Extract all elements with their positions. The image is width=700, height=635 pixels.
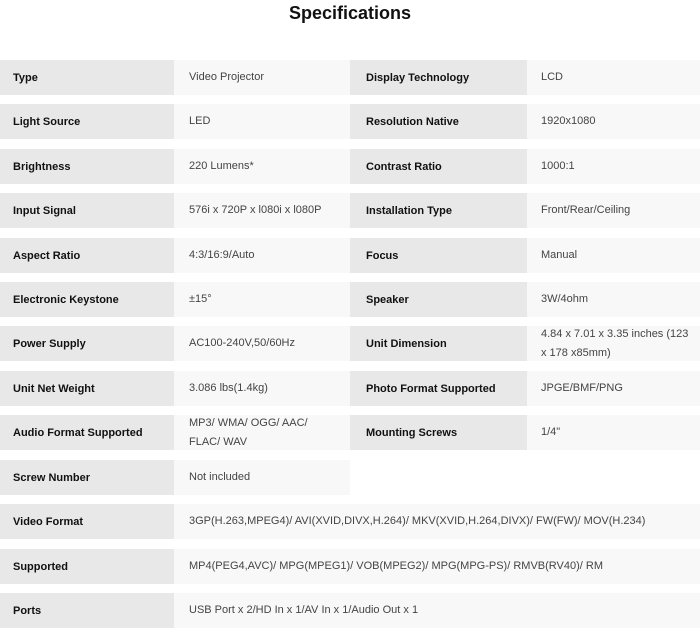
spec-pair-input-signal (0, 193, 350, 228)
spec-pair-electronic-keystone (0, 282, 350, 317)
spec-pair-unit-net-weight (0, 371, 350, 406)
spec-label: Focus (350, 238, 527, 273)
spec-value: LED (174, 104, 350, 139)
spec-row (0, 282, 700, 317)
spec-pair-contrast-ratio (350, 149, 700, 184)
spec-label: Type (0, 60, 174, 95)
spec-row (0, 371, 700, 406)
spec-value: 3W/4ohm (527, 282, 700, 317)
spec-value: 576i x 720P x l080i x l080P (174, 193, 350, 228)
spec-value: Manual (527, 238, 700, 273)
spec-pair-brightness (0, 149, 350, 184)
spec-row (0, 149, 700, 184)
spec-label: Video Format (0, 504, 174, 539)
spec-row (0, 326, 700, 361)
spec-label: Audio Format Supported (0, 415, 174, 450)
spec-value: ±15° (174, 282, 350, 317)
spec-pair-aspect-ratio (0, 238, 350, 273)
spec-pair-display-technology (350, 60, 700, 95)
spec-pair-speaker (350, 282, 700, 317)
spec-value: Not included (174, 460, 350, 495)
spec-value: LCD (527, 60, 700, 95)
spec-value: Video Projector (174, 60, 350, 95)
spec-pair-ports (0, 593, 700, 628)
spec-row (0, 593, 700, 628)
spec-label: Installation Type (350, 193, 527, 228)
spec-value: 3GP(H.263,MPEG4)/ AVI(XVID,DIVX,H.264)/ MKV(XVID,H.264,DIVX)/ FW(FW)/ MOV(H.234) (174, 504, 700, 539)
spec-label: Screw Number (0, 460, 174, 495)
spec-value: MP3/ WMA/ OGG/ AAC/ FLAC/ WAV (174, 415, 350, 450)
spec-value: 4.84 x 7.01 x 3.35 inches (123 x 178 x85mm) (527, 326, 700, 361)
spec-label: Unit Net Weight (0, 371, 174, 406)
spec-row (0, 238, 700, 273)
spec-pair-mounting-screws (350, 415, 700, 450)
spec-pair-focus (350, 238, 700, 273)
spec-label: Supported (0, 549, 174, 584)
spec-value: 3.086 lbs(1.4kg) (174, 371, 350, 406)
spec-row (0, 193, 700, 228)
spec-label: Photo Format Supported (350, 371, 527, 406)
spec-value: 1000:1 (527, 149, 700, 184)
spec-value: 1/4" (527, 415, 700, 450)
spec-pair-supported (0, 549, 700, 584)
spec-pair-unit-dimension (350, 326, 700, 361)
spec-value: MP4(PEG4,AVC)/ MPG(MPEG1)/ VOB(MPEG2)/ MPG(MPG-PS)/ RMVB(RV40)/ RM (174, 549, 700, 584)
spec-value: USB Port x 2/HD In x 1/AV In x 1/Audio Out x 1 (174, 593, 700, 628)
spec-label: Contrast Ratio (350, 149, 527, 184)
spec-label: Brightness (0, 149, 174, 184)
spec-label: Input Signal (0, 193, 174, 228)
spec-label: Speaker (350, 282, 527, 317)
spec-label: Ports (0, 593, 174, 628)
spec-label: Unit Dimension (350, 326, 527, 361)
spec-row (0, 504, 700, 539)
spec-pair-power-supply (0, 326, 350, 361)
spec-label: Mounting Screws (350, 415, 527, 450)
spec-row (0, 104, 700, 139)
spec-pair-screw-number (0, 460, 350, 495)
spec-pair-type (0, 60, 350, 95)
spec-row (0, 415, 700, 450)
spec-pair-resolution-native (350, 104, 700, 139)
spec-label: Electronic Keystone (0, 282, 174, 317)
spec-label: Light Source (0, 104, 174, 139)
spec-label: Power Supply (0, 326, 174, 361)
spec-pair-light-source (0, 104, 350, 139)
spec-value: Front/Rear/Ceiling (527, 193, 700, 228)
spec-value: JPGE/BMF/PNG (527, 371, 700, 406)
spec-pair-audio-format (0, 415, 350, 450)
spec-pair-video-format (0, 504, 700, 539)
spec-value: 1920x1080 (527, 104, 700, 139)
spec-row (0, 460, 700, 495)
spec-label: Aspect Ratio (0, 238, 174, 273)
spec-pair-photo-format (350, 371, 700, 406)
spec-label: Display Technology (350, 60, 527, 95)
spec-pair-installation-type (350, 193, 700, 228)
spec-row (0, 549, 700, 584)
page-title: Specifications (288, 3, 412, 23)
spec-value: 4:3/16:9/Auto (174, 238, 350, 273)
spec-value: AC100-240V,50/60Hz (174, 326, 350, 361)
spec-value: 220 Lumens* (174, 149, 350, 184)
spec-label: Resolution Native (350, 104, 527, 139)
spec-row (0, 60, 700, 95)
